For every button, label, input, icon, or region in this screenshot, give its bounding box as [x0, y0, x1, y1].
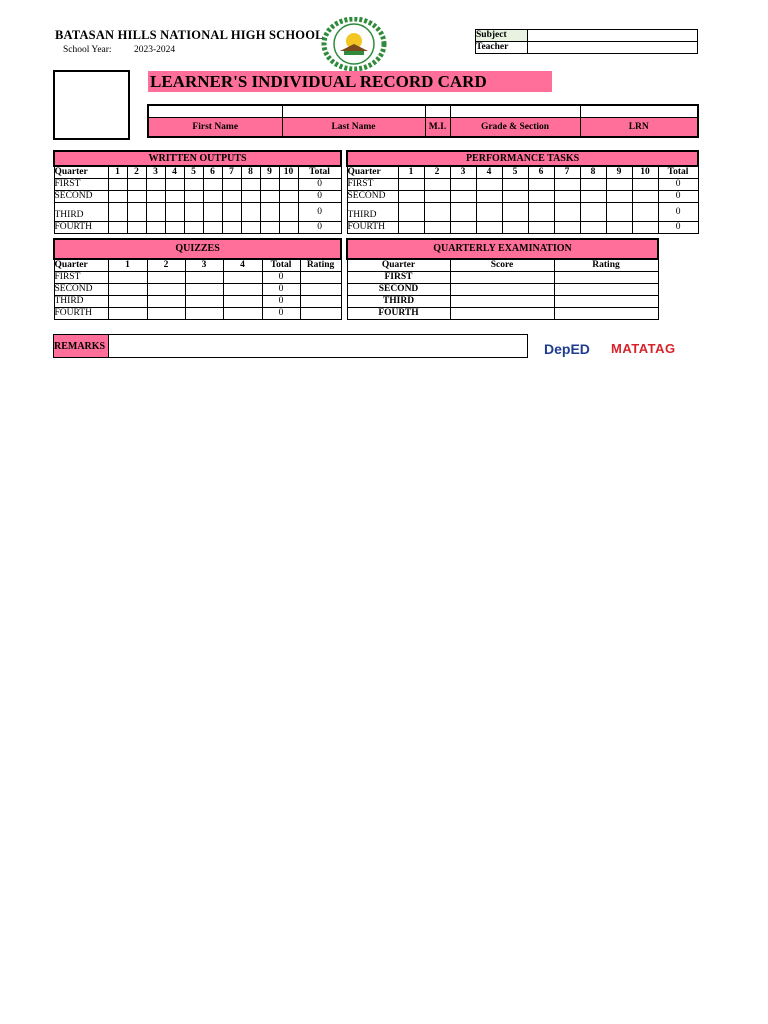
score-cell[interactable]	[580, 191, 606, 203]
score-cell[interactable]	[223, 296, 262, 308]
score-cell[interactable]	[502, 179, 528, 191]
quarter-cell: SECOND	[54, 191, 108, 203]
col-header: 8	[580, 166, 606, 179]
table-row	[347, 222, 698, 234]
lrn-field[interactable]	[580, 105, 698, 118]
score-cell[interactable]	[476, 203, 502, 222]
score-cell[interactable]	[279, 179, 298, 191]
score-cell[interactable]	[241, 179, 260, 191]
score-cell[interactable]	[147, 272, 185, 284]
col-header: Quarter	[347, 259, 450, 272]
rating-cell[interactable]	[554, 308, 658, 320]
table-row	[54, 222, 341, 234]
rating-cell[interactable]	[300, 308, 341, 320]
score-cell[interactable]	[424, 222, 450, 234]
table-row	[54, 272, 341, 284]
col-header: 7	[554, 166, 580, 179]
score-cell[interactable]	[260, 179, 279, 191]
score-cell[interactable]	[127, 222, 146, 234]
quarter-cell: FOURTH	[54, 222, 108, 234]
table-row	[347, 272, 658, 284]
score-cell[interactable]	[260, 222, 279, 234]
deped-logo-text: DepED	[544, 341, 590, 357]
score-cell[interactable]	[528, 191, 554, 203]
quarter-cell: THIRD	[347, 296, 450, 308]
school-seal-icon	[320, 17, 388, 71]
quarter-cell: FIRST	[347, 272, 450, 284]
quarter-cell: SECOND	[347, 191, 398, 203]
score-cell[interactable]	[606, 191, 632, 203]
score-cell[interactable]	[424, 179, 450, 191]
score-cell[interactable]	[108, 284, 147, 296]
score-cell[interactable]	[450, 222, 476, 234]
score-cell[interactable]	[632, 191, 658, 203]
subject-teacher-table	[475, 29, 698, 54]
score-cell[interactable]	[424, 203, 450, 222]
table-row	[54, 284, 341, 296]
score-cell[interactable]	[554, 203, 580, 222]
score-cell[interactable]	[450, 191, 476, 203]
score-cell[interactable]	[554, 179, 580, 191]
score-cell[interactable]	[165, 222, 184, 234]
written-outputs-title: WRITTEN OUTPUTS	[54, 151, 341, 166]
score-cell[interactable]	[450, 272, 554, 284]
score-cell[interactable]	[424, 191, 450, 203]
score-cell[interactable]	[203, 191, 222, 203]
subject-field[interactable]	[528, 30, 698, 42]
score-cell[interactable]	[203, 179, 222, 191]
score-cell[interactable]	[184, 222, 203, 234]
score-cell[interactable]	[580, 222, 606, 234]
matatag-logo-text: MATATAG	[611, 341, 676, 356]
quizzes-title: QUIZZES	[54, 239, 341, 259]
score-cell[interactable]	[241, 203, 260, 222]
score-cell[interactable]	[580, 179, 606, 191]
teacher-field[interactable]	[528, 42, 698, 54]
quarter-cell: THIRD	[54, 203, 108, 222]
student-info-table	[147, 104, 699, 138]
col-header: 1	[108, 259, 147, 272]
quarterly-exam-title: QUARTERLY EXAMINATION	[347, 239, 658, 259]
col-header: 10	[632, 166, 658, 179]
score-cell[interactable]	[184, 203, 203, 222]
score-cell[interactable]	[184, 179, 203, 191]
col-header: Quarter	[54, 166, 108, 179]
quarter-cell: FOURTH	[54, 308, 108, 320]
table-row	[347, 191, 698, 203]
rating-cell[interactable]	[300, 284, 341, 296]
score-cell[interactable]	[127, 179, 146, 191]
score-cell[interactable]	[450, 284, 554, 296]
col-header: Quarter	[347, 166, 398, 179]
score-cell[interactable]	[223, 308, 262, 320]
score-cell[interactable]	[450, 179, 476, 191]
total-cell: 0	[298, 222, 341, 234]
table-row	[54, 308, 341, 320]
col-header: 9	[260, 166, 279, 179]
score-cell[interactable]	[502, 203, 528, 222]
table-row	[54, 191, 341, 203]
col-header: 4	[476, 166, 502, 179]
col-header: Total	[658, 166, 698, 179]
score-cell[interactable]	[398, 191, 424, 203]
score-cell[interactable]	[165, 203, 184, 222]
quarter-cell: SECOND	[54, 284, 108, 296]
school-year-value: 2023-2024	[134, 45, 176, 55]
score-cell[interactable]	[146, 179, 165, 191]
quarter-cell: FOURTH	[347, 308, 450, 320]
score-cell[interactable]	[476, 179, 502, 191]
lrn-label: LRN	[580, 118, 698, 138]
score-cell[interactable]	[223, 272, 262, 284]
score-cell[interactable]	[165, 179, 184, 191]
score-cell[interactable]	[146, 191, 165, 203]
score-cell[interactable]	[185, 272, 223, 284]
score-cell[interactable]	[147, 296, 185, 308]
score-cell[interactable]	[127, 191, 146, 203]
rating-cell[interactable]	[300, 296, 341, 308]
col-header: 7	[222, 166, 241, 179]
col-header: Total	[262, 259, 300, 272]
score-cell[interactable]	[108, 203, 127, 222]
score-cell[interactable]	[554, 191, 580, 203]
grade-section-label: Grade & Section	[450, 118, 580, 138]
col-header: 3	[450, 166, 476, 179]
col-header: Quarter	[54, 259, 108, 272]
quarter-cell: SECOND	[347, 284, 450, 296]
score-cell[interactable]	[185, 284, 223, 296]
score-cell[interactable]	[476, 222, 502, 234]
score-cell[interactable]	[528, 222, 554, 234]
school-year-label: School Year:	[63, 45, 112, 55]
col-header: 6	[528, 166, 554, 179]
col-header: 3	[185, 259, 223, 272]
rating-cell[interactable]	[300, 272, 341, 284]
table-row	[347, 203, 698, 222]
col-header: Rating	[300, 259, 341, 272]
remarks-field[interactable]	[109, 335, 528, 358]
score-cell[interactable]	[203, 222, 222, 234]
page-title: LEARNER'S INDIVIDUAL RECORD CARD	[148, 71, 552, 92]
score-cell[interactable]	[146, 203, 165, 222]
col-header: 9	[606, 166, 632, 179]
score-cell[interactable]	[279, 191, 298, 203]
total-cell: 0	[262, 272, 300, 284]
total-cell: 0	[658, 191, 698, 203]
score-cell[interactable]	[165, 191, 184, 203]
remarks-label: REMARKS	[54, 335, 109, 358]
table-row	[347, 179, 698, 191]
deped-logo	[544, 341, 590, 357]
score-cell[interactable]	[108, 222, 127, 234]
score-cell[interactable]	[147, 284, 185, 296]
score-cell[interactable]	[222, 222, 241, 234]
col-header: 1	[398, 166, 424, 179]
photo-box	[53, 70, 130, 140]
score-cell[interactable]	[108, 179, 127, 191]
teacher-label: Teacher	[476, 42, 528, 54]
score-cell[interactable]	[580, 203, 606, 222]
total-cell: 0	[262, 296, 300, 308]
rating-cell[interactable]	[554, 272, 658, 284]
col-header: 2	[147, 259, 185, 272]
first-name-label: First Name	[148, 118, 282, 138]
total-cell: 0	[658, 203, 698, 222]
total-cell: 0	[298, 179, 341, 191]
score-cell[interactable]	[260, 203, 279, 222]
quarter-cell: FIRST	[54, 272, 108, 284]
rating-cell[interactable]	[554, 284, 658, 296]
total-cell: 0	[262, 308, 300, 320]
col-header: 1	[108, 166, 127, 179]
matatag-logo	[611, 341, 676, 356]
score-cell[interactable]	[108, 296, 147, 308]
mi-label: M.I.	[425, 118, 450, 138]
score-cell[interactable]	[127, 203, 146, 222]
total-cell: 0	[262, 284, 300, 296]
last-name-field[interactable]	[282, 105, 425, 118]
score-cell[interactable]	[528, 203, 554, 222]
mi-field[interactable]	[425, 105, 450, 118]
performance-tasks-title: PERFORMANCE TASKS	[347, 151, 698, 166]
score-cell[interactable]	[184, 191, 203, 203]
quarterly-exam-table	[346, 238, 659, 320]
performance-tasks-table	[346, 150, 699, 234]
first-name-field[interactable]	[148, 105, 282, 118]
col-header: 3	[146, 166, 165, 179]
score-cell[interactable]	[185, 308, 223, 320]
quarter-cell: FIRST	[347, 179, 398, 191]
col-header: 4	[223, 259, 262, 272]
score-cell[interactable]	[203, 203, 222, 222]
score-cell[interactable]	[528, 179, 554, 191]
score-cell[interactable]	[222, 191, 241, 203]
quarter-cell: THIRD	[347, 203, 398, 222]
table-row	[347, 308, 658, 320]
score-cell[interactable]	[222, 179, 241, 191]
score-cell[interactable]	[450, 308, 554, 320]
col-header: 8	[241, 166, 260, 179]
score-cell[interactable]	[398, 203, 424, 222]
col-header: 6	[203, 166, 222, 179]
total-cell: 0	[298, 191, 341, 203]
score-cell[interactable]	[108, 272, 147, 284]
score-cell[interactable]	[147, 308, 185, 320]
rating-cell[interactable]	[554, 296, 658, 308]
score-cell[interactable]	[632, 203, 658, 222]
score-cell[interactable]	[108, 191, 127, 203]
score-cell[interactable]	[450, 203, 476, 222]
score-cell[interactable]	[632, 222, 658, 234]
score-cell[interactable]	[398, 222, 424, 234]
score-cell[interactable]	[632, 179, 658, 191]
grade-section-field[interactable]	[450, 105, 580, 118]
subject-label: Subject	[476, 30, 528, 42]
quarter-cell: FIRST	[54, 179, 108, 191]
col-header: 5	[184, 166, 203, 179]
score-cell[interactable]	[279, 203, 298, 222]
score-cell[interactable]	[476, 191, 502, 203]
score-cell[interactable]	[222, 203, 241, 222]
score-cell[interactable]	[260, 191, 279, 203]
quizzes-table	[53, 238, 342, 320]
table-row	[54, 203, 341, 222]
table-row	[54, 296, 341, 308]
col-header: Total	[298, 166, 341, 179]
col-header: 10	[279, 166, 298, 179]
score-cell[interactable]	[398, 179, 424, 191]
score-cell[interactable]	[241, 191, 260, 203]
score-cell[interactable]	[606, 203, 632, 222]
score-cell[interactable]	[146, 222, 165, 234]
remarks-table	[53, 334, 528, 358]
table-row	[347, 284, 658, 296]
score-cell[interactable]	[450, 296, 554, 308]
score-cell[interactable]	[502, 191, 528, 203]
last-name-label: Last Name	[282, 118, 425, 138]
score-cell[interactable]	[279, 222, 298, 234]
quarter-cell: THIRD	[54, 296, 108, 308]
table-row	[347, 296, 658, 308]
table-row	[54, 179, 341, 191]
total-cell: 0	[658, 179, 698, 191]
score-cell[interactable]	[502, 222, 528, 234]
score-cell[interactable]	[185, 296, 223, 308]
total-cell: 0	[298, 203, 341, 222]
score-cell[interactable]	[241, 222, 260, 234]
score-cell[interactable]	[223, 284, 262, 296]
col-header: 2	[127, 166, 146, 179]
quarter-cell: FOURTH	[347, 222, 398, 234]
school-name: BATASAN HILLS NATIONAL HIGH SCHOOL	[55, 28, 324, 42]
col-header: 2	[424, 166, 450, 179]
score-cell[interactable]	[108, 308, 147, 320]
written-outputs-table	[53, 150, 342, 234]
score-cell[interactable]	[606, 222, 632, 234]
col-header: Rating	[554, 259, 658, 272]
score-cell[interactable]	[606, 179, 632, 191]
col-header: 5	[502, 166, 528, 179]
total-cell: 0	[658, 222, 698, 234]
score-cell[interactable]	[554, 222, 580, 234]
col-header: Score	[450, 259, 554, 272]
col-header: 4	[165, 166, 184, 179]
